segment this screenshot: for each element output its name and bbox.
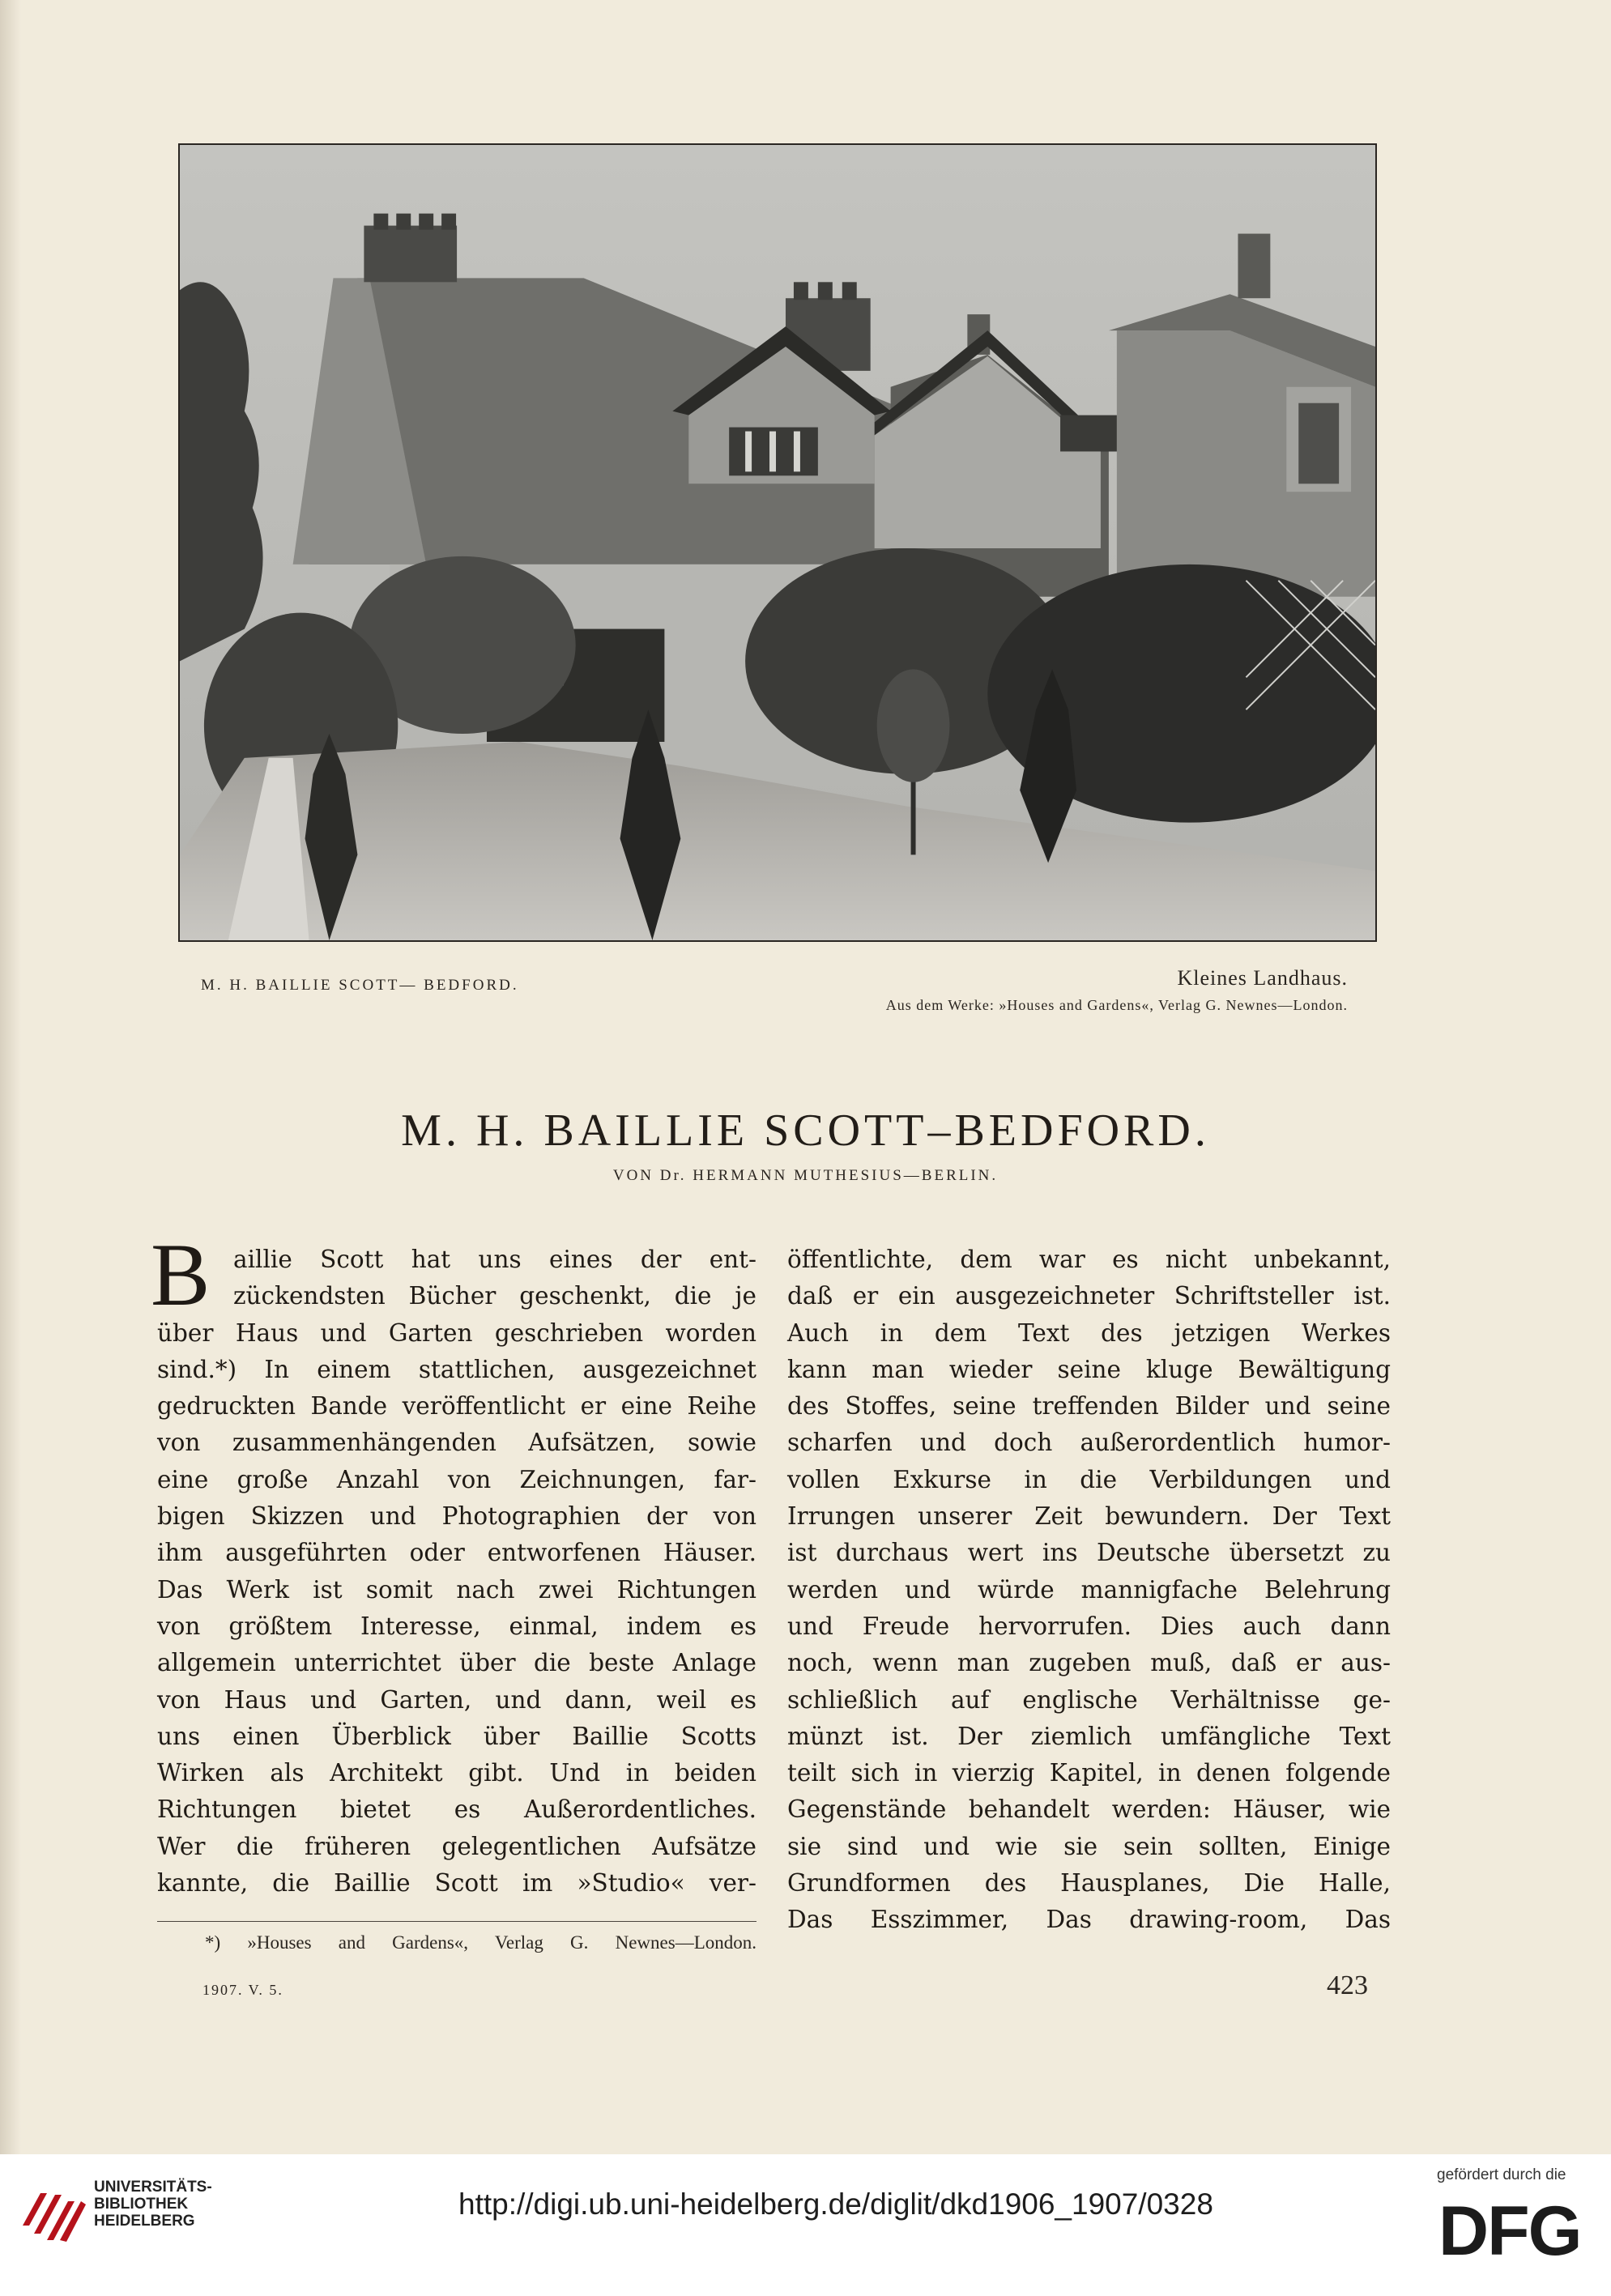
text-line: schließlich auf englische Verhältnisse ge- <box>787 1685 1391 1714</box>
photo-caption-title: Kleines Landhaus. <box>1177 966 1348 990</box>
photo-caption-source: Aus dem Werke: »Houses and Gardens«, Verlag G. Newnes—London. <box>885 997 1348 1013</box>
page-edge-shadow <box>0 0 21 2154</box>
text-line: Wer die früheren gelegentlichen Aufsätze <box>157 1832 756 1860</box>
library-name-line-2: BIBLIOTHEK <box>94 2196 189 2213</box>
text-line: ist durchaus wert ins Deutsche übersetzt zu <box>787 1539 1391 1567</box>
text-line: Richtungen bietet es Außerordentliches. <box>157 1795 756 1824</box>
library-name-line-1: UNIVERSITÄTS- <box>94 2179 212 2196</box>
text-line: Das Werk ist somit nach zwei Richtungen <box>157 1575 756 1604</box>
text-line: von Haus und Garten, und dann, weil es <box>157 1685 756 1714</box>
text-line: kannte, die Baillie Scott im »Studio« ver- <box>157 1869 756 1898</box>
text-line: aillie Scott hat uns eines der ent- <box>233 1246 756 1273</box>
text-line: des Stoffes, seine treffenden Bilder und seine <box>787 1392 1391 1421</box>
text-line: gedruckten Bande veröffentlicht er eine Reihe <box>157 1392 756 1421</box>
text-line: Wirken als Architekt gibt. Und in beiden <box>157 1759 756 1787</box>
text-line: noch, wenn man zugeben muß, daß er aus- <box>787 1649 1391 1677</box>
text-line: scharfen und doch außerordentlich humor- <box>787 1429 1391 1457</box>
text-line: von größtem Interesse, einmal, indem es <box>157 1612 756 1640</box>
text-line: und Freude hervorrufen. Dies auch dann <box>787 1612 1391 1640</box>
footnote-rule <box>157 1921 756 1922</box>
text-column-right <box>787 1242 1391 1939</box>
photo-caption-block <box>886 966 1348 1014</box>
article-title: M. H. BAILLIE SCOTT–BEDFORD. <box>401 1105 1210 1156</box>
text-line: Irrungen unserer Zeit bewundern. Der Text <box>787 1502 1391 1531</box>
text-line: ihm ausgeführten oder entworfenen Häuser. <box>157 1539 756 1567</box>
text-line: von zusammenhängenden Aufsätzen, sowie <box>157 1429 756 1457</box>
text-line: Auch in dem Text des jetzigen Werkes <box>787 1318 1391 1347</box>
university-library-logo-icon <box>19 2177 89 2247</box>
text-line: vollen Exkurse in die Verbildungen und <box>787 1465 1391 1493</box>
text-line: bigen Skizzen und Photographien der von <box>157 1502 756 1531</box>
text-line: sie sind und wie sie sein sollten, Einige <box>787 1832 1391 1860</box>
text-line: uns einen Überblick über Baillie Scotts <box>157 1722 756 1750</box>
text-line: teilt sich in vierzig Kapitel, in denen folgende <box>787 1759 1391 1787</box>
text-line: Das Esszimmer, Das drawing-room, Das <box>787 1906 1391 1934</box>
text-line: sind.*) In einem stattlichen, ausgezeichnet <box>157 1355 756 1383</box>
house-photograph <box>178 143 1377 942</box>
text-line: über Haus und Garten geschrieben worden <box>157 1318 756 1347</box>
text-line: zückendsten Bücher geschenkt, die je <box>233 1282 756 1310</box>
text-line: münzt ist. Der ziemlich umfängliche Text <box>787 1722 1391 1750</box>
dfg-logo: DFG <box>1438 2192 1581 2270</box>
footnote: *) »Houses and Gardens«, Verlag G. Newnes—London. <box>205 1932 756 1953</box>
library-name-line-3: HEIDELBERG <box>94 2213 195 2230</box>
text-line: allgemein unterrichtet über die beste Anlage <box>157 1649 756 1677</box>
digitization-footer <box>0 2154 1611 2296</box>
university-library-name <box>94 2179 212 2230</box>
text-line: kann man wieder seine kluge Bewältigung <box>787 1355 1391 1383</box>
article-byline: VON Dr. HERMANN MUTHESIUS—BERLIN. <box>612 1167 999 1184</box>
text-line: daß er ein ausgezeichneter Schriftsteller ist. <box>787 1282 1391 1310</box>
text-column-left <box>157 1242 756 1902</box>
text-line: Grundformen des Hausplanes, Die Halle, <box>787 1869 1391 1898</box>
permalink-url[interactable]: http://digi.ub.uni-heidelberg.de/diglit/dkd1906_1907/0328 <box>458 2187 1213 2221</box>
text-line: eine große Anzahl von Zeichnungen, far- <box>157 1465 756 1493</box>
photo-caption-architect: M. H. BAILLIE SCOTT— BEDFORD. <box>201 977 519 994</box>
text-line: Gegenstände behandelt werden: Häuser, wie <box>787 1795 1391 1824</box>
issue-dateline: 1907. V. 5. <box>202 1982 283 1998</box>
page-number: 423 <box>1327 1970 1368 2000</box>
funding-note: gefördert durch die <box>1437 2166 1566 2183</box>
drop-cap: B <box>151 1225 211 1324</box>
text-line: werden und würde mannigfache Belehrung <box>787 1575 1391 1604</box>
text-line: öffentlichte, dem war es nicht unbekannt, <box>787 1246 1391 1273</box>
